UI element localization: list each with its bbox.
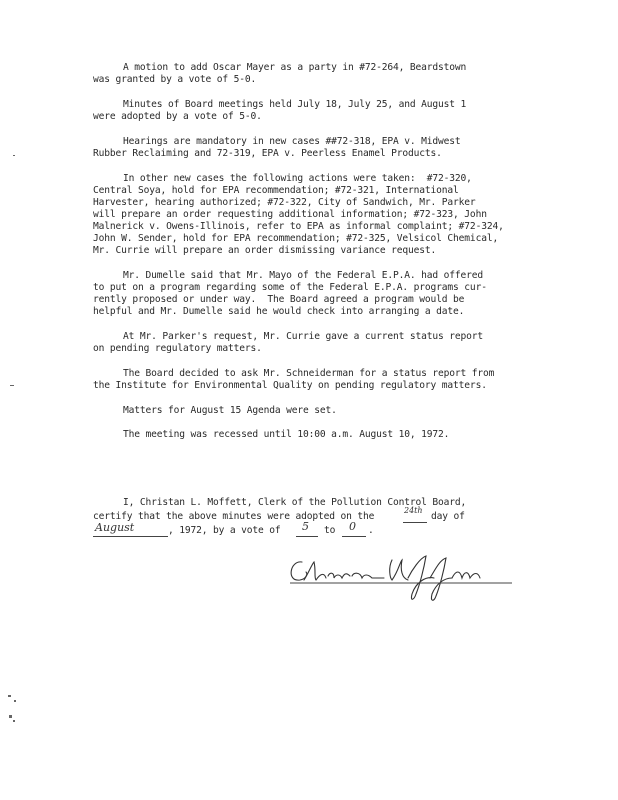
text-line: Matters for August 15 Agenda were set. — [123, 405, 337, 416]
certification-line-1: I, Christan L. Moffett, Clerk of the Pollution Control Board, — [123, 497, 467, 508]
text-line: Rubber Reclaiming and 72-319, EPA v. Peerless Enamel Products. — [93, 148, 442, 159]
text-line: John W. Sender, hold for EPA recommendation; #72-325, Velsicol Chemical, — [93, 233, 499, 244]
scan-speck — [10, 385, 14, 386]
certification-line-3-year: , 1972, by a vote of — [168, 525, 281, 536]
certification-line-2-start: certify that the above minutes were adopted on the — [93, 511, 375, 522]
certification-line-3-end: . — [368, 525, 374, 536]
month-handwritten: August — [95, 521, 135, 534]
text-line: on pending regulatory matters. — [93, 343, 262, 354]
month-underline — [93, 536, 168, 537]
text-line: Hearings are mandatory in new cases ##72-318, EPA v. Midwest — [123, 136, 461, 147]
scan-speck — [13, 720, 15, 722]
text-line: The meeting was recessed until 10:00 a.m. August 10, 1972. — [123, 429, 450, 440]
text-line: A motion to add Oscar Mayer as a party in #72-264, Beardstown — [123, 62, 467, 73]
vote-for-handwritten: 5 — [302, 520, 309, 533]
text-line: rently proposed or under way. The Board agreed a program would be — [93, 294, 465, 305]
text-line: was granted by a vote of 5-0. — [93, 74, 257, 85]
text-line: will prepare an order requesting additional information; #72-323, John — [93, 209, 487, 220]
certification-line-3-to: to — [324, 525, 336, 536]
signature-image — [280, 548, 520, 608]
text-line: Mr. Dumelle said that Mr. Mayo of the Federal E.P.A. had offered — [123, 270, 484, 281]
text-line: At Mr. Parker's request, Mr. Currie gave a current status report — [123, 331, 484, 342]
text-line: Malnerick v. Owens-Illinois, refer to EPA as informal complaint; #72-324, — [93, 221, 504, 232]
certification-line-2-end: day of — [431, 511, 465, 522]
vote-against-handwritten: 0 — [349, 520, 356, 533]
text-line: to put on a program regarding some of the Federal E.P.A. programs cur- — [93, 282, 487, 293]
vote-against-underline — [342, 536, 366, 537]
scan-speck — [8, 695, 11, 697]
text-line: the Institute for Environmental Quality on pending regulatory matters. — [93, 380, 487, 391]
vote-for-underline — [296, 536, 318, 537]
scan-speck — [14, 700, 16, 702]
text-line: The Board decided to ask Mr. Schneiderman for a status report from — [123, 368, 495, 379]
text-line: Harvester, hearing authorized; #72-322, City of Sandwich, Mr. Parker — [93, 197, 476, 208]
day-underline — [403, 522, 427, 523]
text-line: Mr. Currie will prepare an order dismissing variance request. — [93, 245, 437, 256]
scan-speck — [9, 715, 12, 718]
text-line: helpful and Mr. Dumelle said he would check into arranging a date. — [93, 306, 465, 317]
text-line: Central Soya, hold for EPA recommendation; #72-321, International — [93, 185, 459, 196]
day-handwritten: 24th — [404, 506, 423, 515]
text-line: Minutes of Board meetings held July 18, July 25, and August 1 — [123, 99, 467, 110]
scan-speck — [13, 155, 15, 156]
text-line: were adopted by a vote of 5-0. — [93, 111, 262, 122]
text-line: In other new cases the following actions were taken: #72-320, — [123, 173, 472, 184]
